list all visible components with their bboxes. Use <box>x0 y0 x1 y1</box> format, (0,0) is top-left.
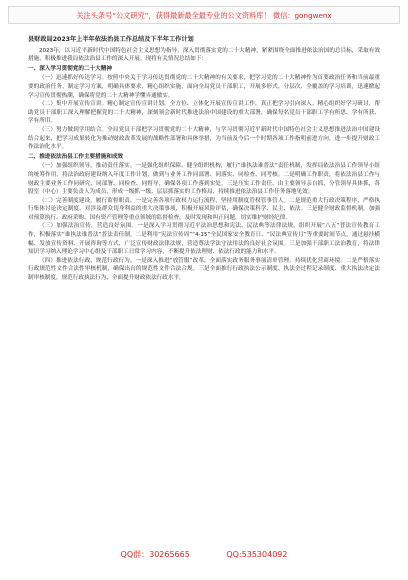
section-2-paragraph-4: （四）推进依法行政，规范行政行为。一是深入推进“放管服”改革，全面落实政务服务事项清单管理，持续优化营商环境。二是严格落实行政规范性文件合法性审核机制，确保出台的规范性文件合法合规。三是全面推行行政执法公示制度、执法全过程记录制度、重大执法决定法制审核制度，规范行政执法行为，全面提升财政依法行政水平。 <box>28 257 380 282</box>
document-body <box>28 36 380 283</box>
section-2-paragraph-2: （二）完善制度建设，履行监督职责。一是完善各项行政权力运行流程，坚持用制度管权管事管人。二是规范重大行政决策程序，严格执行集体讨论决定制度，对涉及群众切身利益的重大决策事项，积极开展风险评估，确保决策科学、民主、依法。三是健全财政监督机制，加强对预算执行、政府采购、国有资产管理等重点领域的监督检查，及时发现和纠正问题，切实维护财经纪律。 <box>28 197 380 221</box>
section-2-paragraph-3: （三）加强法治宣传，营造良好氛围。一是深入学习贯彻习近平法治思想和宪法、民法典等法律法规，组织开展“八五”普法宣传教育工作，积极落实“谁执法谁普法”普法责任制。二是利用“宪法宣传周”“4·15”全民国家安全教育日、“民法典宣传月”等重要时间节点，通过悬挂横幅、发放宣传资料、开展咨询等方式，广泛宣传财政法律法规，营造尊法学法守法用法的良好社会氛围。三是加强干部职工法治教育，将法律知识学习纳入理论学习中心组及干部职工日常学习内容，不断提升依法理财、依法行政的能力和水平。 <box>28 223 380 256</box>
section-1-paragraph-1: （一）迅速抓好传达学习。按照中央关于学习传达贯彻党的二十大精神的有关要求，把学习党的二十大精神作为首要政治任务和当前最重要的政治任务，制定学习方案，明确具体要求，精心组织实施，面向全局党员干部职工，开展多形式、分层次、全覆盖的学习培训，迅速掀起学习宣传贯彻热潮，确保将党的二十大精神学懂弄通做实。 <box>28 75 380 99</box>
section-2-paragraph-1: （一）加强组织领导，推动责任落实。一是强化组织保障。健全组织机构，履行“谁执法谁普法”责任机制，发挥局依法治县工作领导小组的统筹作用，将法治政府建设纳入年度工作计划，做到与业务工作同部署、同落实、同检查、同考核。二是明确工作职责，将依法治县工作与财政主要业务工作同研究、同部署、同检查、同督导，确保各项工作落到实处。三是压实工作责任，由主要领导亲自抓，分管领导具体抓，各股室（中心）主要负责人为成员，形成一级抓一级、层层抓落实的工作格局，持续推进依法治县工作任务落地见效。 <box>28 163 380 196</box>
footer-contact <box>0 547 408 563</box>
intro-paragraph: 2023年，以习近平新时代中国特色社会主义思想为指导，深入贯彻落实党的二十大精神，紧紧围绕全面推进依法治国的总目标，采取有效措施，积极推进我局依法治县工作的深入开展。现将有关情况总结如下： <box>28 47 380 63</box>
section-1-heading: 一、深入学习贯彻党的二十大精神 <box>28 65 112 72</box>
header-banner: 关注头条号“公文研究”，获得最新最全最专业的公文资料库！ 微信：gongwenx <box>8 6 400 24</box>
footer-qq-group: QQ群：30265665 <box>120 550 190 559</box>
document-title: 县财政局2023年上半年依法治县工作总结及下半年工作计划 <box>28 36 194 43</box>
footer-qq: QQ:535304092 <box>226 550 288 559</box>
section-2-heading: 二、推进依法治县工作主要措施和成效 <box>28 153 124 160</box>
section-1-paragraph-2: （二）集中开展宣传宣讲。精心制定宣传宣讲计划，全方位、立体化开展宣传宣讲工作，真正把学习引向深入。精心组织好学习研讨，帮助党员干部职工深入理解把握党的二十大精神，深刻领会新时代推进法治中国建设的重大部署，确保每名党员干部职工学有所思、学有所获、学有所用。 <box>28 101 380 125</box>
section-1-paragraph-3: （三）努力做到学用结合。全局党员干部把学习贯彻党的二十大精神，与学习贯彻习近平新时代中国特色社会主义思想推进法治中国建设结合起来，把学习成果转化为推动财政改革发展的战略性部署和具体举措，为当前及今后一个时期各项工作指明前进方向，进一步提升财政工作法治化水平。 <box>28 126 380 151</box>
